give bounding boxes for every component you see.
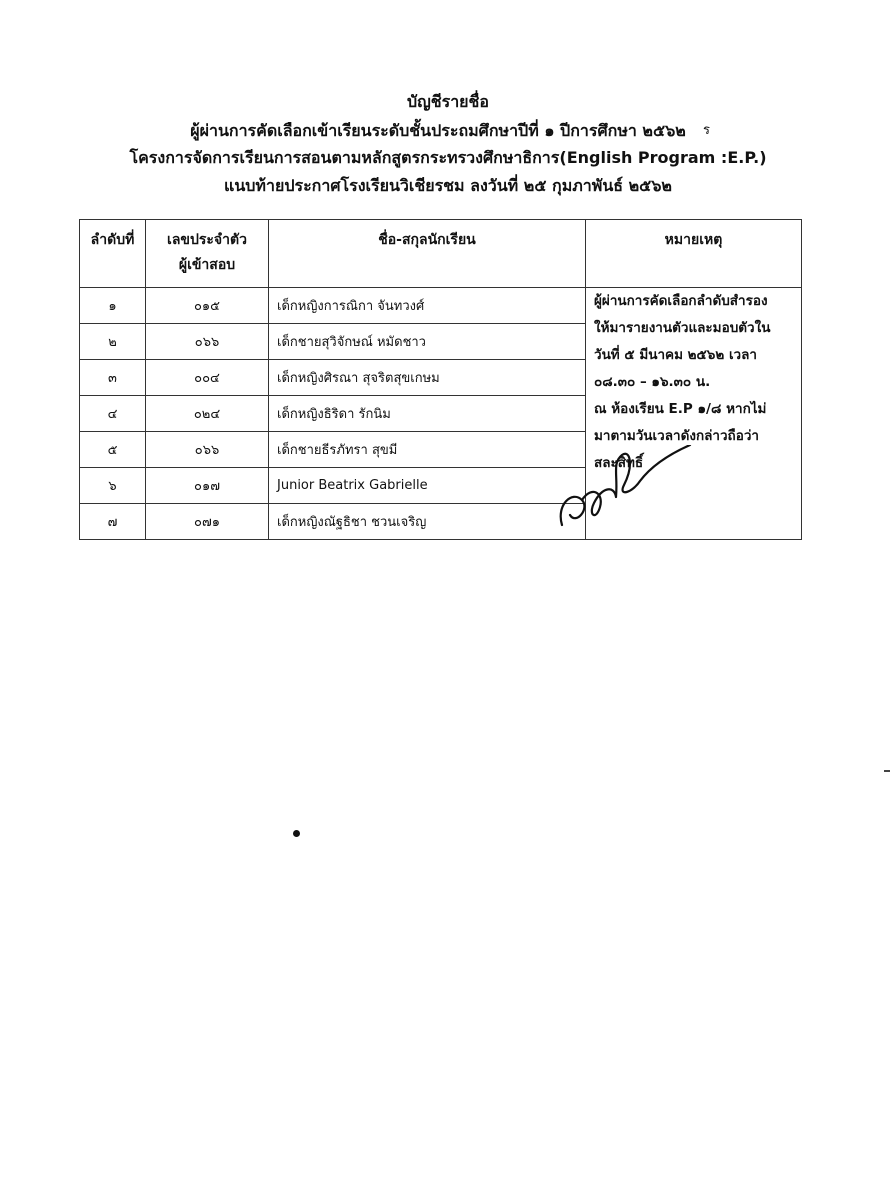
row-id: ๐๑๗ [146,468,269,504]
stray-dot [293,830,300,837]
table-header-row [80,220,802,288]
remark-line: สละสิทธิ์ [594,455,644,471]
stray-mark [884,770,890,772]
announcement-line: แนบท้ายประกาศโรงเรียนวิเชียรชม ลงวันที่ ๒๕ กุมภาพันธ์ ๒๕๖๒ [224,176,672,195]
row-name: เด็กชายสุวิจักษณ์ หมัดชาว [269,324,586,360]
remark-line: ๐๘.๓๐ – ๑๖.๓๐ น. [594,374,711,390]
remark-line: ผู้ผ่านการคัดเลือกลำดับสำรอง [594,293,768,309]
header-name: ชื่อ-สกุลนักเรียน [269,220,586,288]
row-no: ๑ [80,288,146,324]
row-id: ๐๒๔ [146,396,269,432]
row-id: ๐๑๕ [146,288,269,324]
remark-line: ให้มารายงานตัวและมอบตัวใน [594,320,771,336]
header-id-line2: ผู้เข้าสอบ [178,257,236,273]
row-no: ๓ [80,360,146,396]
header-id [146,220,269,288]
row-name: เด็กหญิงธิริดา รักนิม [269,396,586,432]
document-subtitle: ผู้ผ่านการคัดเลือกเข้าเรียนระดับชั้นประถมศึกษาปีที่ ๑ ปีการศึกษา ๒๕๖๒ [190,121,686,140]
table-row [80,288,802,324]
row-name: เด็กชายธีรภัทรา สุขมี [269,432,586,468]
document-title: บัญชีรายชื่อ [406,92,490,111]
row-name: Junior Beatrix Gabrielle [269,468,586,504]
row-no: ๔ [80,396,146,432]
handwritten-signature [552,445,692,540]
row-no: ๒ [80,324,146,360]
remark-line: มาตามวันเวลาดังกล่าวถือว่า [594,428,759,444]
remark-line: วันที่ ๕ มีนาคม ๒๕๖๒ เวลา [594,347,757,363]
row-no: ๕ [80,432,146,468]
row-no: ๗ [80,504,146,540]
header-id-line1: เลขประจำตัว [167,232,247,248]
corner-mark: ร [703,123,710,138]
header-remark: หมายเหตุ [586,220,802,288]
row-id: ๐๗๑ [146,504,269,540]
program-line: โครงการจัดการเรียนการสอนตามหลักสูตรกระทรวงศึกษาธิการ(English Program :E.P.) [129,148,767,167]
row-id: ๐๖๖ [146,432,269,468]
row-name: เด็กหญิงศิรณา สุจริตสุขเกษม [269,360,586,396]
row-id: ๐๖๖ [146,324,269,360]
remark-line: ณ ห้องเรียน E.P ๑/๘ หากไม่ [594,401,767,417]
header-no: ลำดับที่ [80,220,146,288]
row-id: ๐๐๔ [146,360,269,396]
row-name: เด็กหญิงณัฐธิชา ชวนเจริญ [269,504,586,540]
row-name: เด็กหญิงการณิกา จันทวงศ์ [269,288,586,324]
row-no: ๖ [80,468,146,504]
student-list-table [79,219,802,540]
